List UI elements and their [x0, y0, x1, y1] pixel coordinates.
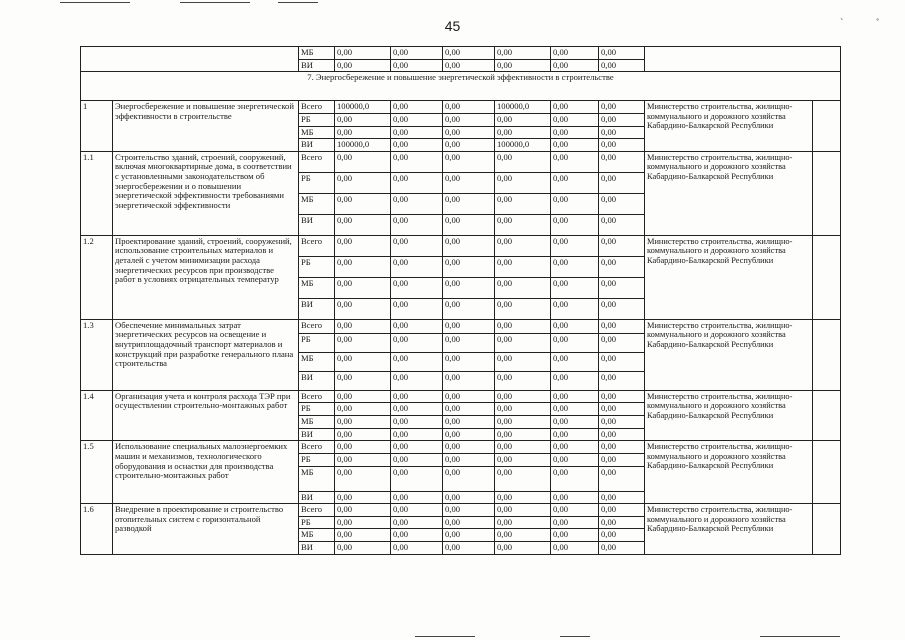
value-cell: 0,00: [443, 235, 495, 256]
source-cell: ВИ: [299, 428, 335, 441]
source-cell: РБ: [299, 403, 335, 416]
table-row: [81, 441, 841, 454]
value-cell: 0,00: [443, 113, 495, 126]
value-cell: 0,00: [391, 277, 443, 298]
value-cell: 0,00: [335, 126, 391, 139]
value-cell: 0,00: [495, 441, 551, 454]
value-cell: 0,00: [551, 113, 599, 126]
value-cell: 0,00: [443, 333, 495, 352]
value-cell: 0,00: [599, 466, 645, 491]
source-cell: ВИ: [299, 491, 335, 504]
value-cell: 0,00: [443, 151, 495, 172]
value-cell: 0,00: [335, 453, 391, 466]
value-cell: 0,00: [599, 126, 645, 139]
item-name: Обеспечение минимальных затрат энергетических ресурсов на освещение и внутриплощадочный транспорт материалов и конструкций при разработке генерального плана строительства: [113, 319, 299, 390]
table-row: [81, 319, 841, 333]
value-cell: 0,00: [599, 453, 645, 466]
value-cell: 0,00: [335, 403, 391, 416]
value-cell: 0,00: [335, 542, 391, 555]
value-cell: 0,00: [551, 416, 599, 429]
source-cell: Всего: [299, 235, 335, 256]
value-cell: 0,00: [335, 333, 391, 352]
value-cell: 0,00: [443, 352, 495, 371]
value-cell: 0,00: [551, 529, 599, 542]
value-cell: 0,00: [495, 235, 551, 256]
value-cell: 0,00: [335, 466, 391, 491]
value-cell: 0,00: [443, 214, 495, 235]
value-cell: 0,00: [495, 371, 551, 390]
scan-artifact-mark: `: [840, 18, 844, 29]
value-cell: 0,00: [599, 47, 645, 60]
item-name: Внедрение в проектирование и строительство отопительных систем с горизонтальной разводкой: [113, 504, 299, 555]
value-cell: 0,00: [335, 113, 391, 126]
value-cell: 0,00: [495, 403, 551, 416]
value-cell: 0,00: [599, 403, 645, 416]
value-cell: 0,00: [495, 298, 551, 319]
responsible-ministry: Министерство строительства, жилищно-коммунального и дорожного хозяйства Кабардино-Балкарской Республики: [645, 151, 813, 235]
section-title: 7. Энергосбережение и повышение энергетической эффективности в строительстве: [81, 72, 841, 101]
table-row: [81, 151, 841, 172]
value-cell: 0,00: [335, 390, 391, 403]
value-cell: 0,00: [335, 59, 391, 72]
value-cell: 0,00: [495, 466, 551, 491]
value-cell: 0,00: [443, 139, 495, 152]
value-cell: 0,00: [391, 403, 443, 416]
value-cell: 0,00: [551, 59, 599, 72]
value-cell: 0,00: [391, 453, 443, 466]
value-cell: 0,00: [551, 466, 599, 491]
item-number: 1.5: [81, 441, 113, 504]
source-cell: ВИ: [299, 371, 335, 390]
item-name: Строительство зданий, строений, сооружений, включая многоквартирные дома, в соответствии с установленными законодательством об энергосбережении и о повышении энергетической эффективности требованиями энергетической эффективности: [113, 151, 299, 235]
value-cell: 0,00: [599, 256, 645, 277]
value-cell: 0,00: [443, 371, 495, 390]
continuation-blank-cell: [645, 47, 841, 72]
responsible-ministry: Министерство строительства, жилищно-коммунального и дорожного хозяйства Кабардино-Балкарской Республики: [645, 235, 813, 319]
value-cell: 0,00: [391, 428, 443, 441]
source-cell: ВИ: [299, 139, 335, 152]
scan-artifact-line: [560, 636, 590, 637]
scan-artifact-line: [415, 636, 475, 637]
value-cell: 0,00: [551, 403, 599, 416]
responsible-ministry: Министерство строительства, жилищно-коммунального и дорожного хозяйства Кабардино-Балкарской Республики: [645, 441, 813, 504]
item-name: Организация учета и контроля расхода ТЭР при осуществлении строительно-монтажных работ: [113, 390, 299, 441]
value-cell: 0,00: [599, 59, 645, 72]
value-cell: 0,00: [551, 298, 599, 319]
source-cell: МБ: [299, 416, 335, 429]
value-cell: 0,00: [335, 235, 391, 256]
value-cell: 0,00: [599, 428, 645, 441]
value-cell: 0,00: [335, 491, 391, 504]
value-cell: 0,00: [551, 193, 599, 214]
value-cell: 0,00: [495, 126, 551, 139]
value-cell: 0,00: [599, 214, 645, 235]
item-name: Использование специальных малоэнергоемких машин и механизмов, технологического оборудования и оснастки для производства строительно-монтажных работ: [113, 441, 299, 504]
value-cell: 0,00: [599, 101, 645, 114]
value-cell: 0,00: [335, 214, 391, 235]
value-cell: 0,00: [495, 453, 551, 466]
value-cell: 0,00: [391, 542, 443, 555]
table-row: [81, 504, 841, 517]
blank-cell: [813, 235, 841, 319]
item-number: 1.6: [81, 504, 113, 555]
value-cell: 0,00: [391, 491, 443, 504]
value-cell: 0,00: [599, 333, 645, 352]
value-cell: 0,00: [443, 416, 495, 429]
value-cell: 0,00: [495, 416, 551, 429]
value-cell: 0,00: [391, 516, 443, 529]
value-cell: 0,00: [443, 542, 495, 555]
value-cell: 0,00: [391, 466, 443, 491]
value-cell: 0,00: [391, 319, 443, 333]
value-cell: 0,00: [391, 333, 443, 352]
value-cell: 0,00: [599, 139, 645, 152]
value-cell: 0,00: [443, 491, 495, 504]
table-row: [81, 47, 841, 60]
value-cell: 0,00: [391, 529, 443, 542]
table-row: [81, 101, 841, 114]
value-cell: 0,00: [335, 256, 391, 277]
value-cell: 0,00: [599, 441, 645, 454]
value-cell: 0,00: [335, 441, 391, 454]
blank-cell: [813, 101, 841, 152]
source-cell: Всего: [299, 441, 335, 454]
scan-artifact-line: [180, 2, 250, 3]
source-cell: МБ: [299, 466, 335, 491]
value-cell: 0,00: [551, 235, 599, 256]
value-cell: 0,00: [391, 151, 443, 172]
source-cell: ВИ: [299, 214, 335, 235]
value-cell: 0,00: [443, 441, 495, 454]
blank-cell: [813, 151, 841, 235]
value-cell: 0,00: [443, 428, 495, 441]
blank-cell: [813, 319, 841, 390]
blank-cell: [813, 441, 841, 504]
source-cell: МБ: [299, 126, 335, 139]
value-cell: 0,00: [443, 126, 495, 139]
responsible-ministry: Министерство строительства, жилищно-коммунального и дорожного хозяйства Кабардино-Балкарской Республики: [645, 504, 813, 555]
value-cell: 0,00: [495, 390, 551, 403]
source-cell: МБ: [299, 529, 335, 542]
value-cell: 0,00: [599, 319, 645, 333]
section-row: [81, 72, 841, 101]
value-cell: 0,00: [495, 172, 551, 193]
value-cell: 0,00: [335, 352, 391, 371]
value-cell: 0,00: [495, 428, 551, 441]
scan-artifact-mark: ˚: [876, 18, 880, 29]
value-cell: 100000,0: [335, 101, 391, 114]
value-cell: 0,00: [495, 333, 551, 352]
value-cell: 0,00: [443, 403, 495, 416]
value-cell: 0,00: [551, 428, 599, 441]
item-name: Энергосбережение и повышение энергетической эффективности в строительстве: [113, 101, 299, 152]
value-cell: 0,00: [443, 298, 495, 319]
continuation-blank-cell: [81, 47, 299, 72]
value-cell: 0,00: [335, 371, 391, 390]
value-cell: 0,00: [335, 416, 391, 429]
value-cell: 0,00: [443, 101, 495, 114]
source-cell: МБ: [299, 47, 335, 60]
value-cell: 0,00: [335, 193, 391, 214]
item-number: 1: [81, 101, 113, 152]
value-cell: 0,00: [391, 390, 443, 403]
value-cell: 0,00: [335, 47, 391, 60]
value-cell: 0,00: [391, 59, 443, 72]
value-cell: 0,00: [551, 516, 599, 529]
value-cell: 0,00: [599, 113, 645, 126]
value-cell: 0,00: [335, 516, 391, 529]
value-cell: 0,00: [443, 516, 495, 529]
value-cell: 0,00: [551, 371, 599, 390]
value-cell: 0,00: [551, 277, 599, 298]
value-cell: 0,00: [551, 151, 599, 172]
value-cell: 0,00: [391, 371, 443, 390]
value-cell: 0,00: [599, 390, 645, 403]
value-cell: 0,00: [391, 256, 443, 277]
value-cell: 0,00: [551, 214, 599, 235]
table-row: [81, 390, 841, 403]
source-cell: РБ: [299, 172, 335, 193]
value-cell: 0,00: [391, 139, 443, 152]
value-cell: 0,00: [391, 441, 443, 454]
value-cell: 0,00: [599, 491, 645, 504]
item-number: 1.3: [81, 319, 113, 390]
value-cell: 0,00: [599, 235, 645, 256]
source-cell: Всего: [299, 101, 335, 114]
value-cell: 0,00: [551, 453, 599, 466]
value-cell: 0,00: [599, 516, 645, 529]
item-name: Проектирование зданий, строений, сооружений, использование строительных материалов и деталей с учетом минимизации расхода энергетических ресурсов при производстве работ в условиях отрицательных температур: [113, 235, 299, 319]
value-cell: 0,00: [495, 504, 551, 517]
value-cell: 0,00: [495, 193, 551, 214]
value-cell: 100000,0: [495, 139, 551, 152]
value-cell: 0,00: [551, 504, 599, 517]
value-cell: 0,00: [391, 126, 443, 139]
value-cell: 0,00: [495, 47, 551, 60]
table-row: [81, 235, 841, 256]
value-cell: 0,00: [599, 542, 645, 555]
item-number: 1.1: [81, 151, 113, 235]
value-cell: 0,00: [443, 172, 495, 193]
value-cell: 0,00: [599, 172, 645, 193]
source-cell: ВИ: [299, 298, 335, 319]
value-cell: 0,00: [551, 256, 599, 277]
value-cell: 0,00: [599, 151, 645, 172]
responsible-ministry: Министерство строительства, жилищно-коммунального и дорожного хозяйства Кабардино-Балкарской Республики: [645, 390, 813, 441]
value-cell: 0,00: [443, 390, 495, 403]
value-cell: 0,00: [495, 491, 551, 504]
value-cell: 0,00: [443, 319, 495, 333]
value-cell: 0,00: [551, 441, 599, 454]
value-cell: 0,00: [551, 172, 599, 193]
value-cell: 0,00: [551, 126, 599, 139]
source-cell: Всего: [299, 504, 335, 517]
value-cell: 0,00: [443, 453, 495, 466]
value-cell: 0,00: [443, 277, 495, 298]
value-cell: 0,00: [551, 139, 599, 152]
value-cell: 0,00: [599, 416, 645, 429]
source-cell: РБ: [299, 516, 335, 529]
value-cell: 0,00: [495, 59, 551, 72]
item-number: 1.2: [81, 235, 113, 319]
value-cell: 0,00: [599, 352, 645, 371]
responsible-ministry: Министерство строительства, жилищно-коммунального и дорожного хозяйства Кабардино-Балкарской Республики: [645, 319, 813, 390]
value-cell: 0,00: [335, 319, 391, 333]
value-cell: 0,00: [551, 352, 599, 371]
value-cell: 0,00: [495, 151, 551, 172]
source-cell: РБ: [299, 256, 335, 277]
source-cell: Всего: [299, 319, 335, 333]
value-cell: 0,00: [391, 298, 443, 319]
value-cell: 0,00: [443, 256, 495, 277]
value-cell: 0,00: [391, 101, 443, 114]
value-cell: 0,00: [551, 319, 599, 333]
scan-artifact-line: [760, 636, 840, 637]
source-cell: Всего: [299, 390, 335, 403]
value-cell: 0,00: [495, 319, 551, 333]
source-cell: Всего: [299, 151, 335, 172]
page-number: 45: [444, 18, 461, 34]
value-cell: 0,00: [599, 277, 645, 298]
value-cell: 0,00: [335, 172, 391, 193]
value-cell: 0,00: [495, 542, 551, 555]
scan-artifact-line: [278, 2, 318, 3]
source-cell: МБ: [299, 352, 335, 371]
value-cell: 0,00: [443, 466, 495, 491]
value-cell: 0,00: [335, 151, 391, 172]
value-cell: 0,00: [551, 491, 599, 504]
source-cell: РБ: [299, 453, 335, 466]
blank-cell: [813, 390, 841, 441]
value-cell: 0,00: [391, 235, 443, 256]
value-cell: 0,00: [599, 193, 645, 214]
source-cell: РБ: [299, 333, 335, 352]
value-cell: 0,00: [495, 352, 551, 371]
scan-artifact-line: [60, 2, 130, 3]
responsible-ministry: Министерство строительства, жилищно-коммунального и дорожного хозяйства Кабардино-Балкарской Республики: [645, 101, 813, 152]
value-cell: 0,00: [391, 352, 443, 371]
blank-cell: [813, 504, 841, 555]
value-cell: 0,00: [495, 277, 551, 298]
value-cell: 0,00: [443, 59, 495, 72]
value-cell: 0,00: [495, 529, 551, 542]
source-cell: МБ: [299, 277, 335, 298]
value-cell: 0,00: [391, 504, 443, 517]
source-cell: МБ: [299, 193, 335, 214]
program-table: [80, 46, 841, 555]
value-cell: 0,00: [335, 529, 391, 542]
value-cell: 0,00: [443, 193, 495, 214]
source-cell: ВИ: [299, 542, 335, 555]
value-cell: 0,00: [335, 428, 391, 441]
value-cell: 0,00: [443, 529, 495, 542]
value-cell: 0,00: [391, 193, 443, 214]
item-number: 1.4: [81, 390, 113, 441]
value-cell: 0,00: [551, 47, 599, 60]
value-cell: 0,00: [551, 333, 599, 352]
value-cell: 0,00: [335, 298, 391, 319]
value-cell: 100000,0: [495, 101, 551, 114]
source-cell: ВИ: [299, 59, 335, 72]
value-cell: 0,00: [391, 214, 443, 235]
value-cell: 0,00: [495, 214, 551, 235]
value-cell: 0,00: [391, 416, 443, 429]
value-cell: 0,00: [391, 113, 443, 126]
value-cell: 0,00: [335, 504, 391, 517]
value-cell: 0,00: [443, 47, 495, 60]
value-cell: 0,00: [495, 516, 551, 529]
value-cell: 0,00: [443, 504, 495, 517]
value-cell: 0,00: [391, 47, 443, 60]
value-cell: 0,00: [551, 542, 599, 555]
value-cell: 0,00: [551, 390, 599, 403]
value-cell: 0,00: [599, 371, 645, 390]
value-cell: 0,00: [495, 256, 551, 277]
value-cell: 0,00: [495, 113, 551, 126]
value-cell: 0,00: [391, 172, 443, 193]
value-cell: 0,00: [599, 529, 645, 542]
value-cell: 0,00: [599, 298, 645, 319]
source-cell: РБ: [299, 113, 335, 126]
value-cell: 0,00: [335, 277, 391, 298]
value-cell: 0,00: [551, 101, 599, 114]
value-cell: 0,00: [599, 504, 645, 517]
value-cell: 100000,0: [335, 139, 391, 152]
